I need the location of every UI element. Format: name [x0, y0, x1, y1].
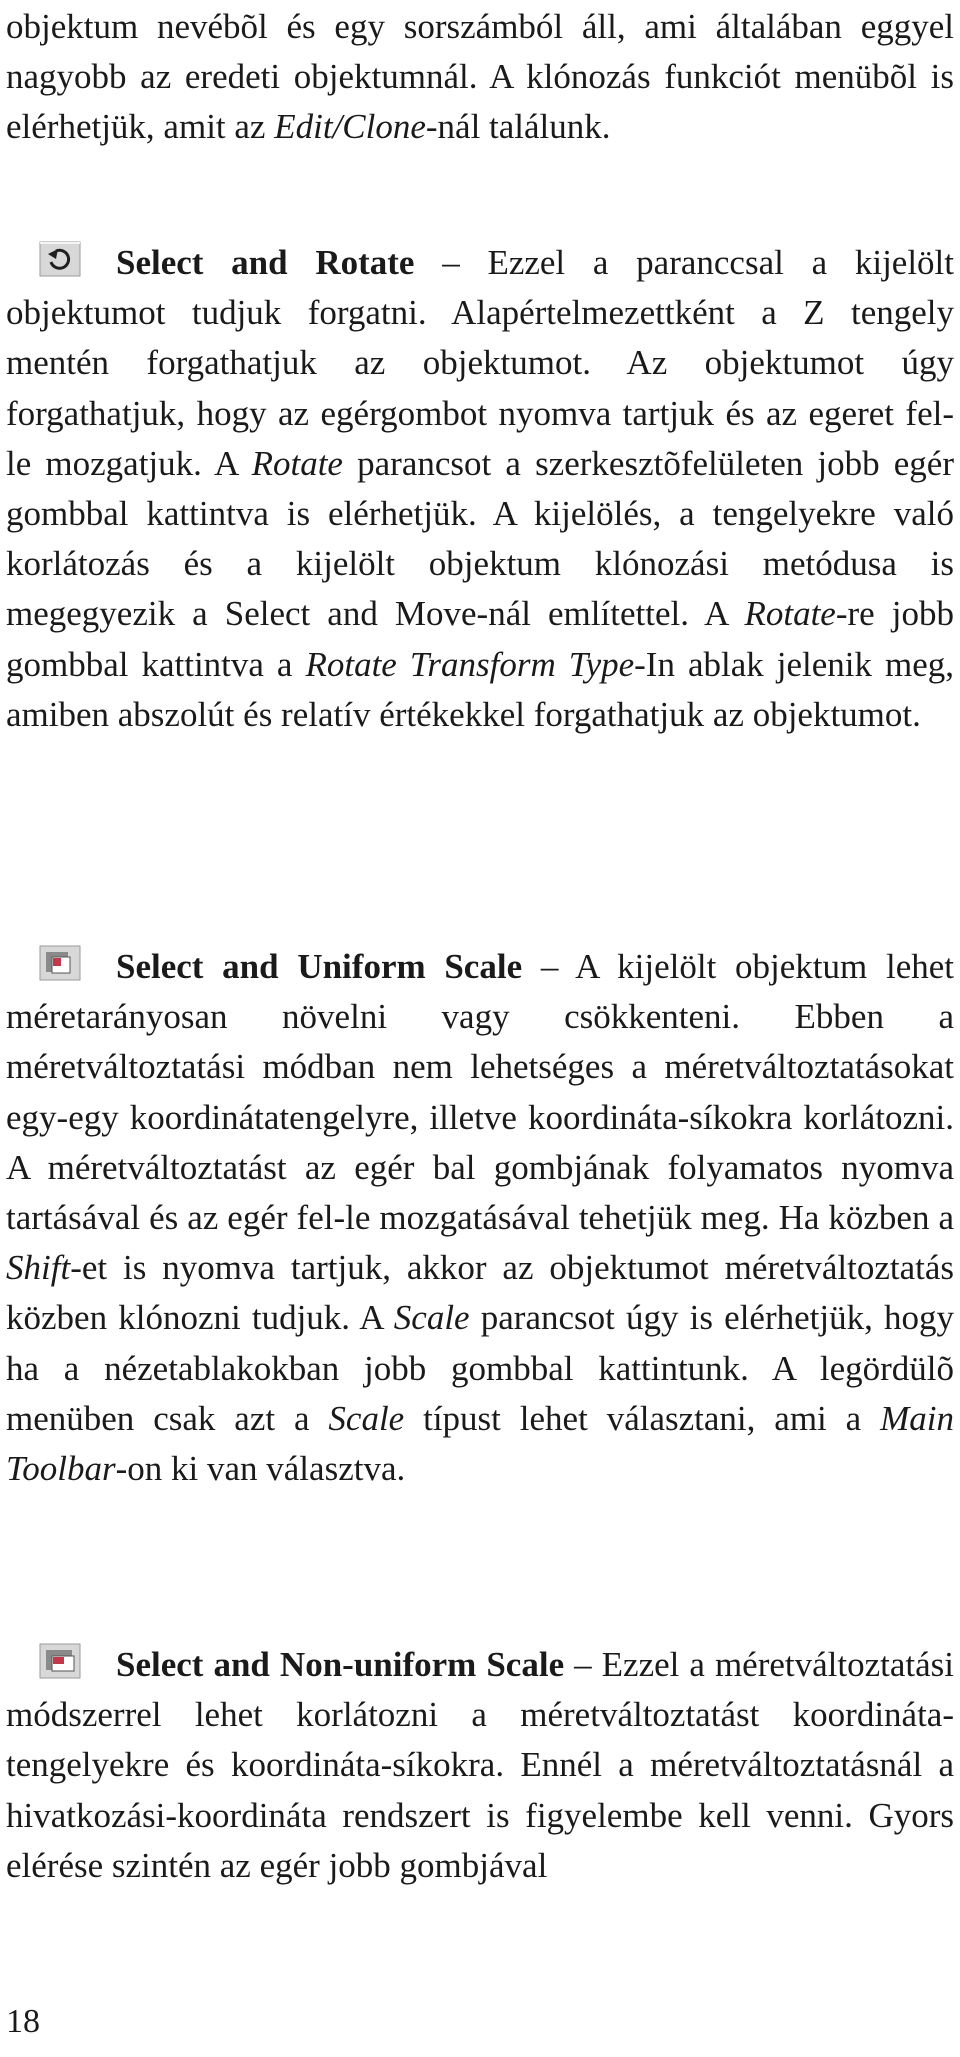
uniform-scale-icon [38, 944, 82, 982]
text: -et is nyomva tartjuk, akkor az objektumot méretváltoztatás közben klónozni tudjuk. A [6, 1248, 954, 1338]
section-title-rotate: Select and Rotate [116, 243, 415, 282]
text: -re jobb gombbal kattintva a [6, 594, 954, 684]
term-scale: Scale [328, 1398, 405, 1438]
text: típust lehet választani, ami a [404, 1398, 881, 1438]
text: -In ablak jelenik meg, amiben abszolút és relatív értékekkel forgathatjuk az objektumot. [6, 644, 954, 734]
menu-path-edit-clone: Edit/Clone [274, 107, 426, 147]
paragraph-select-and-uniform-scale [6, 942, 954, 1494]
text: – Ezzel a paranccsal a kijelölt objektumot tudjuk forgatni. Alapértelmezettként a Z tengely mentén forgathatjuk az objektumot. Az objektumot úgy forgathatjuk, hogy az egérgombot nyomva tartjuk és az egeret fel-le mozgatjuk. A [6, 243, 954, 483]
text: parancsot úgy is elérhetjük, hogy ha a nézetablakokban jobb gombbal kattintunk. A legördülõ menüben csak azt a [6, 1298, 954, 1438]
text: -nál találunk. [425, 107, 611, 147]
page-number: 18 [6, 2003, 40, 2040]
term-main-toolbar: Main Toolbar [6, 1398, 954, 1489]
term-scale: Scale [393, 1298, 470, 1338]
term-rotate: Rotate [251, 443, 343, 483]
text: objektum nevébõl és egy sorszámból áll, ami általában eggyel nagyobb az eredeti objektumnál. A klónozás funkciót menübõl is elérhetjük, amit az [6, 7, 954, 147]
non-uniform-scale-icon [38, 1642, 82, 1680]
key-shift: Shift [6, 1248, 71, 1288]
paragraph-select-and-non-uniform-scale [6, 1640, 954, 1891]
section-title-uniform-scale: Select and Uniform Scale [116, 947, 523, 986]
text: -on ki van választva. [115, 1449, 406, 1489]
text: parancsot a szerkesztõfelületen jobb egér gombbal kattintva is elérhetjük. A kijelölés, a tengelyekre való korlátozás és a kijelölt objektum klónozási metódusa is megegyezik a Select and Move-nál említettel. A [6, 443, 954, 634]
paragraph-select-and-rotate [6, 238, 954, 740]
rotate-icon [38, 240, 82, 278]
text: – Ezzel a méretváltoztatási módszerrel lehet korlátozni a méretváltoztatást koordináta-tengelyekre és koordináta-síkokra. Ennél a méretváltoztatásnál a hivatkozási-koordináta rendszert is figyelembe kell venni. Gyors elérése szintén az egér jobb gombjával [6, 1645, 954, 1885]
term-rotate-transform-type: Rotate Transform Type [305, 644, 635, 684]
section-title-non-uniform-scale: Select and Non-uniform Scale [116, 1645, 565, 1684]
term-rotate: Rotate [744, 594, 836, 634]
paragraph-clone-intro [6, 2, 954, 153]
text: – A kijelölt objektum lehet méretarányosan növelni vagy csökkenteni. Ebben a méretváltoztatási módban nem lehetséges a méretváltoztatásokat egy-egy koordinátatengelyre, illetve koordináta-síkokra korlátozni. A méretváltoztatást az egér bal gombjának folyamatos nyomva tartásával és az egér fel-le mozgatásával tehetjük meg. Ha közben a [6, 947, 954, 1238]
